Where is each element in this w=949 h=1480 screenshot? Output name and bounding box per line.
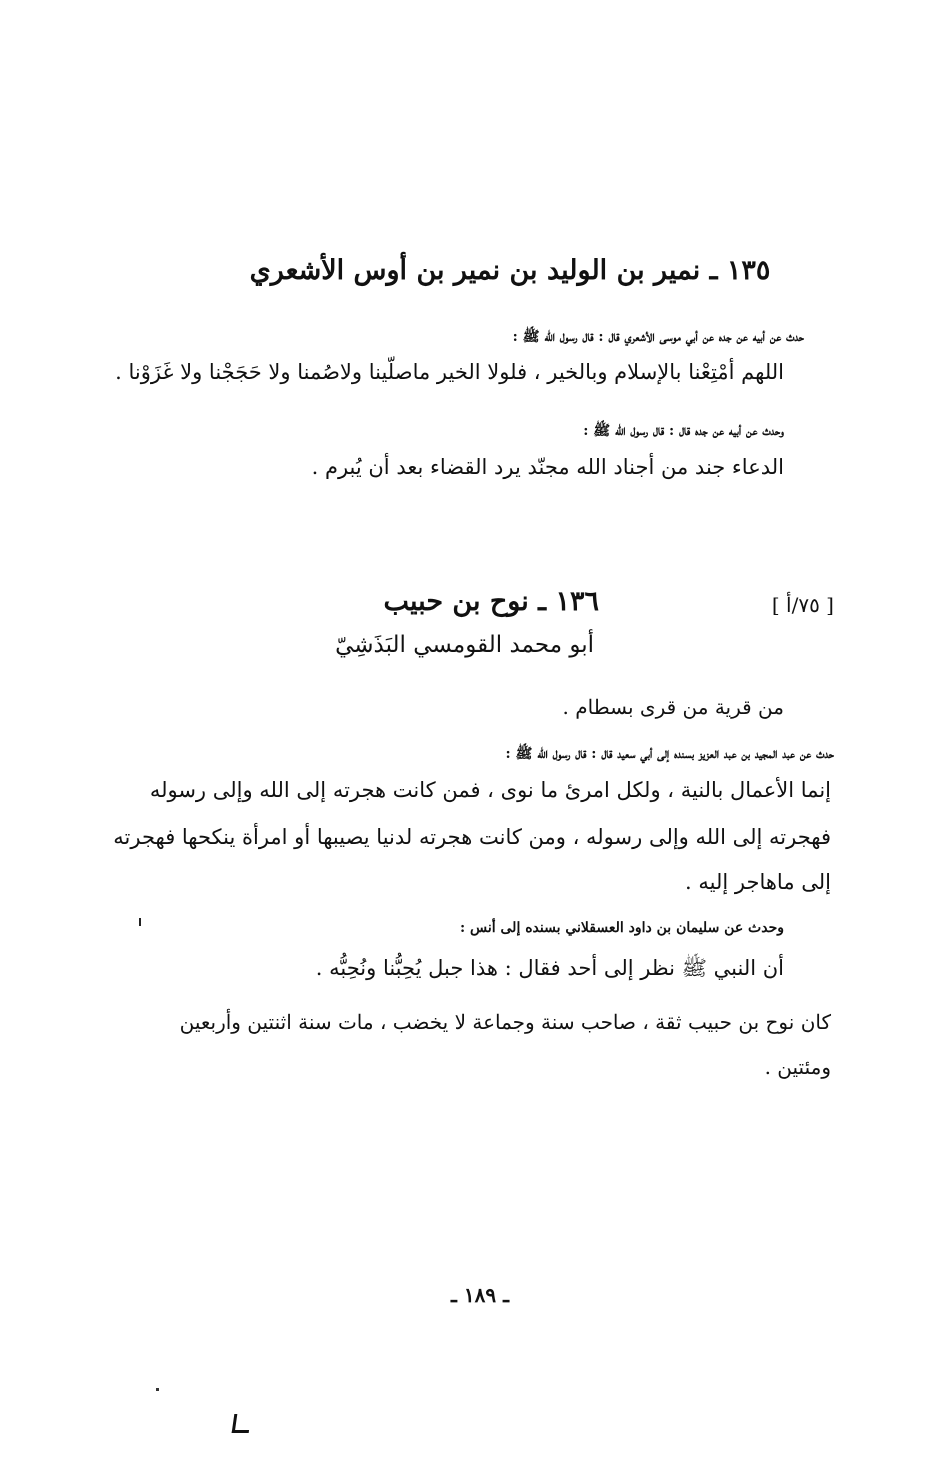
scan-mark-corner — [232, 1414, 252, 1433]
entry-136-hadith-1-line-3: إلى ماهاجر إليه . — [685, 870, 831, 894]
entry-135-chain-1: حدث عن أبيه عن جده عن أبي موسى الأشعري قال : قال رسول الله ﷺ : — [512, 329, 804, 345]
scan-mark-tick — [156, 1388, 159, 1391]
entry-135-hadith-1: اللهم أمْتِعْنا بالإسلام وبالخير ، فلولا الخير ماصلّينا ولاصُمنا ولا حَجَجْنا ولا غَزَوْنا . — [115, 360, 784, 384]
entry-136-hadith-1-line-1: إنما الأعمال بالنية ، ولكل امرئ ما نوى ، فمن كانت هجرته إلى الله وإلى رسوله — [149, 778, 831, 802]
entry-136-title: ١٣٦ ـ نوح بن حبيب — [383, 586, 599, 617]
entry-136-origin: من قرية من قرى بسطام . — [562, 695, 784, 719]
entry-136-chain-1: حدث عن عبد المجيد بن عبد العزيز بسنده إلى أبي سعيد قال : قال رسول الله ﷺ : — [505, 746, 834, 762]
entry-136-hadith-2: أن النبي ﷺ نظر إلى أحد فقال : هذا جبل يُحِبُّنا ونُحِبُّه . — [315, 956, 784, 980]
entry-135-title: ١٣٥ ـ نمير بن الوليد بن نمير بن أوس الأشعري — [249, 255, 771, 286]
entry-136-bio-line-1: كان نوح بن حبيب ثقة ، صاحب سنة وجماعة لا يخضب ، مات سنة اثنتين وأربعين — [179, 1010, 831, 1034]
entry-135-hadith-2: الدعاء جند من أجناد الله مجنّد يرد القضاء بعد أن يُبرم . — [311, 455, 784, 479]
scan-mark-dot — [139, 918, 141, 926]
entry-136-hadith-1-line-2: فهجرته إلى الله وإلى رسوله ، ومن كانت هجرته لدنيا يصيبها أو امرأة ينكحها فهجرته — [113, 825, 831, 849]
folio-marker: [ ٧٥/أ ] — [771, 593, 834, 617]
entry-136-chain-2: وحدث عن سليمان بن داود العسقلاني بسنده إلى أنس : — [459, 920, 784, 936]
entry-135-chain-2: وحدث عن أبيه عن جده قال : قال رسول الله ﷺ : — [583, 423, 784, 439]
entry-136-bio-line-2: ومئتين . — [764, 1055, 831, 1079]
page-number: ـ ١٨٩ ـ — [451, 1283, 509, 1307]
entry-136-subtitle: أبو محمد القومسي البَذَشِيّ — [335, 632, 594, 658]
